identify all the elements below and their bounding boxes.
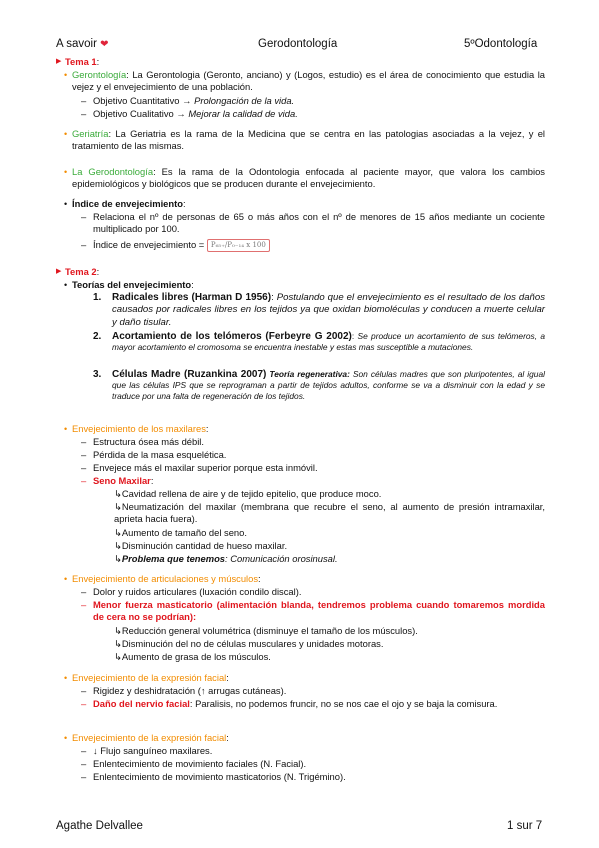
header-right: 5ºOdontología [464, 38, 538, 50]
seno-problema: ↳Problema que tenemos: Comunicación orosinusal. [114, 553, 338, 564]
obj1-value: Prolongación de la vida. [194, 95, 295, 106]
obj2-label: Objetivo Cualitativo → [93, 108, 189, 119]
indice-relacion-text: Relaciona el nº de personas de 65 o más años con el nº de menores de 15 años mediante un cociente multiplicado por 100. [93, 211, 545, 235]
nervio-facial-label: Daño del nervio facial [93, 698, 190, 709]
list-item: – Enlentecimiento de movimiento faciales (N. Facial). [81, 758, 307, 769]
list-item: ↳Disminución del no de células musculares y unidades motoras. [114, 638, 384, 649]
seno-title: Seno Maxilar [93, 475, 151, 486]
indice-formula-label: Índice de envejecimiento = [93, 239, 207, 250]
tema2-heading: ▶ Tema 2: [56, 266, 100, 277]
facial1-title: Envejecimiento de la expresión facial [72, 672, 227, 683]
list-item: – Rigidez y deshidratación (↑ arrugas cutáneas). [81, 685, 287, 696]
bullet-icon: • [64, 424, 68, 434]
bullet-icon: • [64, 733, 68, 743]
list-item: ↳Aumento de tamaño del seno. [114, 527, 247, 538]
indice-heading: • Índice de envejecimiento: [64, 198, 186, 209]
list-item: – Daño del nervio facial: Paralisis, no podemos fruncir, no se nos cae el ojo y se baja la comisura. [81, 698, 498, 709]
list-item: ↳Cavidad rellena de aire y de tejido epitelio, que produce moco. [114, 488, 382, 499]
list-item: ↳Disminución cantidad de hueso maxilar. [114, 540, 288, 551]
geriatria-term: Geriatría [72, 128, 109, 139]
teoria-title: Acortamiento de los telómeros (Ferbeyre G 2002) [112, 331, 352, 342]
header-left-text: A savoir [56, 38, 97, 50]
indice-formula-row: – Índice de envejecimiento = P₆₅₊/P₀₋₁₄ x 100 [56, 239, 545, 252]
objetivo-cuantitativo: – Objetivo Cuantitativo → Prolongación de la vida. [81, 95, 295, 106]
bullet-icon: • [64, 129, 68, 139]
footer-author: Agathe Delvallee [56, 820, 143, 832]
footer-page-number: 1 sur 7 [507, 820, 543, 832]
facial2-title: Envejecimiento de la expresión facial [72, 732, 227, 743]
list-item: – Estructura ósea más débil. [81, 436, 204, 447]
maxilares-title: Envejecimiento de los maxilares [72, 423, 206, 434]
gerontologia-item [56, 69, 545, 93]
list-item: – Envejece más el maxilar superior porque esta inmóvil. [81, 462, 318, 473]
teoria-3 [56, 369, 545, 402]
list-item: ↳Neumatización del maxilar (membrana que recubre el seno, al aumento de presión intramaxilar, aprieta hacia fuera). [114, 501, 545, 525]
teorias-title: Teorías del envejecimiento [72, 279, 192, 290]
tema2-label: Tema 2 [65, 266, 97, 277]
gerodontologia-item [56, 166, 545, 190]
teoria-number: 3. [93, 369, 102, 380]
bullet-icon: • [64, 70, 68, 80]
teorias-heading: • Teorías del envejecimiento: [64, 279, 194, 290]
teoria-number: 2. [93, 331, 102, 342]
list-item: ↳Aumento de grasa de los músculos. [114, 651, 271, 662]
facial1-heading: • Envejecimiento de la expresión facial: [64, 672, 229, 683]
list-item: – Enlentecimiento de movimiento masticatorios (N. Trigémino). [81, 771, 346, 782]
gerontologia-text: : La Gerontologia (Geronto, anciano) y (Logos, estudio) es el área de conocimiento que estudia la vejez y el envejecimiento de una población. [72, 69, 545, 93]
geriatria-item [56, 128, 545, 152]
gerodontologia-term: La Gerodontología [72, 166, 154, 177]
obj2-value: Mejorar la calidad de vida. [188, 108, 298, 119]
teoria-text: Se produce un acortamiento de sus telómeros, a mayor acortamiento el cromosoma se encuentra inestable y estas mas susceptible a mutaciones. [112, 331, 545, 352]
problema-text: : Comunicación orosinusal. [225, 553, 338, 564]
problema-label: Problema que tenemos [121, 553, 226, 564]
teoria-title: Radicales libres (Harman D 1956) [112, 292, 272, 303]
gerontologia-term: Gerontología [72, 69, 127, 80]
list-item: ↳Reducción general volumétrica (disminuye el tamaño de los músculos). [114, 625, 418, 636]
indice-relacion: – Relaciona el nº de personas de 65 o más años con el nº de menores de 15 años mediante un cociente multiplicado por 100. [81, 211, 545, 235]
articulaciones-heading: • Envejecimiento de articulaciones y músculos: [64, 573, 261, 584]
facial2-heading: • Envejecimiento de la expresión facial: [64, 732, 229, 743]
bullet-icon: • [64, 280, 68, 290]
teoria-text: Postulando que el envejecimiento es el resultado de los daños causados por radicales libres en los tejidos ya que oxidan biomoléculas y conducen a muerte celular y daño tisular. [112, 292, 545, 328]
obj1-label: Objetivo Cuantitativo → [93, 95, 195, 106]
triangle-icon: ▶ [56, 58, 62, 65]
bullet-icon: • [64, 167, 68, 177]
list-item: – ↓ Flujo sanguíneo maxilares. [81, 745, 213, 756]
objetivo-cualitativo: – Objetivo Cualitativo → Mejorar la calidad de vida. [81, 108, 298, 119]
teoria-1: 1. Radicales libres (Harman D 1956): Postulando que el envejecimiento es el resultado de los daños causados por radicales libres en los tejidos ya que oxidan biomoléculas y conducen a muerte celular y daño tisular. [93, 292, 545, 328]
teoria-number: 1. [93, 292, 102, 303]
geriatria-text: : La Geriatria es la rama de la Medicina que se centra en las patologias asociadas a la vejez, y el tratamiento de las mismas. [72, 128, 545, 152]
tema1-label: Tema 1 [65, 56, 97, 67]
header-center: Gerodontología [258, 38, 338, 50]
gerodontologia-text: : Es la rama de la Odontologia enfocada al paciente mayor, que valora los cambios epidemiológicos y biológicos que se producen durante el envejecimiento. [72, 166, 545, 190]
list-item: – Pérdida de la masa esquelética. [81, 449, 227, 460]
teoria-title: Células Madre (Ruzankina 2007) [112, 369, 267, 380]
seno-heading: – Seno Maxilar: [81, 475, 154, 486]
fuerza-masticatoria: Menor fuerza masticatorio (alimentación blanda, tendremos problema cuando tomaremos mordida de cera no se podrían) [93, 599, 545, 623]
header-left [56, 38, 109, 51]
bullet-icon: • [64, 574, 68, 584]
indice-formula-image: P₆₅₊/P₀₋₁₄ x 100 [207, 239, 270, 252]
articulaciones-title: Envejecimiento de articulaciones y músculos [72, 573, 259, 584]
triangle-icon: ▶ [56, 268, 62, 275]
bullet-icon: • [64, 199, 68, 209]
teoria-subtitle: Teoría regenerativa: [269, 369, 350, 379]
list-item: – Menor fuerza masticatorio (alimentación blanda, tendremos problema cuando tomaremos mordida de cera no se podrían): [81, 599, 545, 623]
teoria-text: Son células madres que son pluripotentes, al igual que las células IPS que se reprograman a partir de tejidos adultos, conforme se va a disminuir con la edad y se traduce por una falta de regeneración de los tejidos. [112, 369, 545, 401]
teoria-2: 2. Acortamiento de los telómeros (Ferbeyre G 2002): Se produce un acortamiento de sus telómeros, a mayor acortamiento el cromosoma se encuentra inestable y estas mas susceptible a mutaciones. [93, 331, 545, 352]
list-item: – Dolor y ruidos articulares (luxación condilo discal). [81, 586, 302, 597]
heart-icon: ❤ [100, 39, 109, 50]
maxilares-heading: • Envejecimiento de los maxilares: [64, 423, 209, 434]
tema1-heading: ▶ Tema 1: [56, 56, 100, 67]
indice-title: Índice de envejecimiento [72, 198, 183, 209]
bullet-icon: • [64, 673, 68, 683]
